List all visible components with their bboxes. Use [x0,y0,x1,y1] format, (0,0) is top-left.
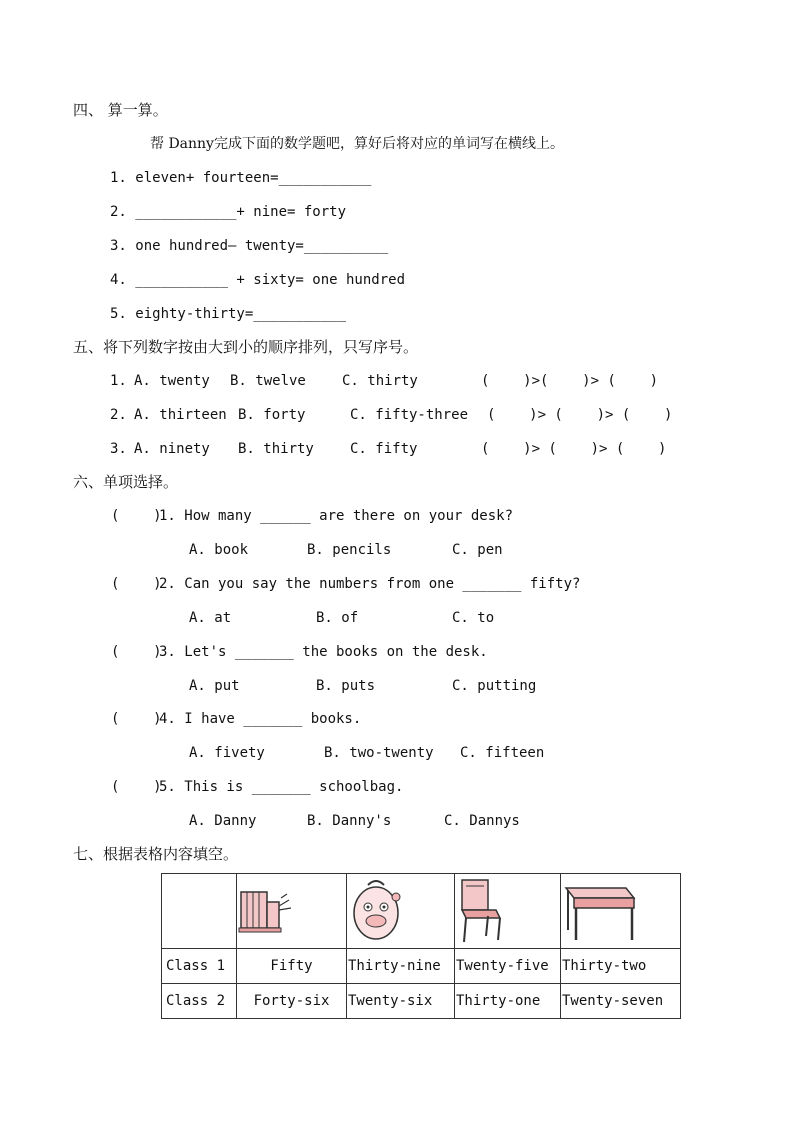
question-1-paren: ( ) [111,508,162,524]
chair-icon [456,876,506,946]
table-cell: Twenty-five [455,949,561,984]
books-icon [237,880,297,942]
table-picture-cell [347,874,455,949]
table-picture-row [162,874,681,949]
order-item-2-num: 2. [110,407,127,423]
table-cell: Forty-six [237,984,347,1019]
question-2-option-c: C. to [452,610,495,626]
question-3-paren: ( ) [111,644,162,660]
question-2-option-a: A. at [189,610,232,626]
order-item-3-c: C. fifty [350,441,418,457]
order-item-1-blanks: ( )>( )> ( ) [481,373,659,389]
question-3-option-c: C. putting [452,678,537,694]
question-4-paren: ( ) [111,711,162,727]
table-picture-cell [561,874,681,949]
math-item-4: 4. ___________ + sixty= one hundred [110,272,406,288]
table-picture-cell [237,874,347,949]
question-5-paren: ( ) [111,779,162,795]
question-4-option-b: B. two-twenty [324,745,434,761]
order-item-1-c: C. thirty [342,373,418,389]
question-3-text: 3. Let's _______ the books on the desk. [159,644,488,660]
section6-heading: 六、单项选择。 [73,473,179,491]
order-item-1-b: B. twelve [230,373,306,389]
question-2-option-b: B. of [316,610,359,626]
table-cell: Thirty-nine [347,949,455,984]
row-label: Class 1 [162,949,237,984]
question-2-text: 2. Can you say the numbers from one _______ fifty? [159,576,581,592]
order-item-3-num: 3. [110,441,127,457]
question-1-option-a: A. book [189,542,249,558]
desk-icon [562,878,638,944]
section5-heading: 五、将下列数字按由大到小的顺序排列，只写序号。 [73,338,419,356]
order-item-2-a: A. thirteen [134,407,227,423]
question-1-option-b: B. pencils [307,542,392,558]
table-cell: Thirty-one [455,984,561,1019]
class-items-table [161,873,681,1019]
order-item-3-a: A. ninety [134,441,210,457]
order-item-1-num: 1. [110,373,127,389]
question-2-paren: ( ) [111,576,162,592]
question-4-option-a: A. fivety [189,745,265,761]
table-cell: Fifty [237,949,347,984]
question-5-option-b: B. Danny's [307,813,392,829]
schoolbag-icon [348,877,408,945]
table-row [162,984,681,1019]
table-cell: Thirty-two [561,949,681,984]
order-item-2-c: C. fifty-three [350,407,469,423]
table-corner-cell [162,874,237,949]
order-item-2-blanks: ( )> ( )> ( ) [487,407,673,423]
question-4-option-c: C. fifteen [460,745,545,761]
math-item-1: 1. eleven+ fourteen=___________ [110,170,372,186]
table-cell: Twenty-seven [561,984,681,1019]
math-item-5: 5. eighty-thirty=___________ [110,306,347,322]
table-row [162,949,681,984]
question-1-option-c: C. pen [452,542,503,558]
math-item-2: 2. ____________+ nine= forty [110,204,347,220]
order-item-3-b: B. thirty [238,441,314,457]
section4-intro: 帮 Danny完成下面的数学题吧，算好后将对应的单词写在横线上。 [150,136,564,152]
question-1-text: 1. How many ______ are there on your desk? [159,508,514,524]
table-picture-cell [455,874,561,949]
question-5-text: 5. This is _______ schoolbag. [159,779,404,795]
row-label: Class 2 [162,984,237,1019]
table-cell: Twenty-six [347,984,455,1019]
question-3-option-a: A. put [189,678,240,694]
question-5-option-c: C. Dannys [444,813,520,829]
order-item-1-a: A. twenty [134,373,210,389]
question-5-option-a: A. Danny [189,813,257,829]
section4-heading: 四、 算一算。 [73,101,168,119]
math-item-3: 3. one hundred— twenty=__________ [110,238,389,254]
question-4-text: 4. I have _______ books. [159,711,362,727]
section7-heading: 七、根据表格内容填空。 [73,845,239,863]
question-3-option-b: B. puts [316,678,376,694]
order-item-2-b: B. forty [238,407,306,423]
order-item-3-blanks: ( )> ( )> ( ) [481,441,667,457]
